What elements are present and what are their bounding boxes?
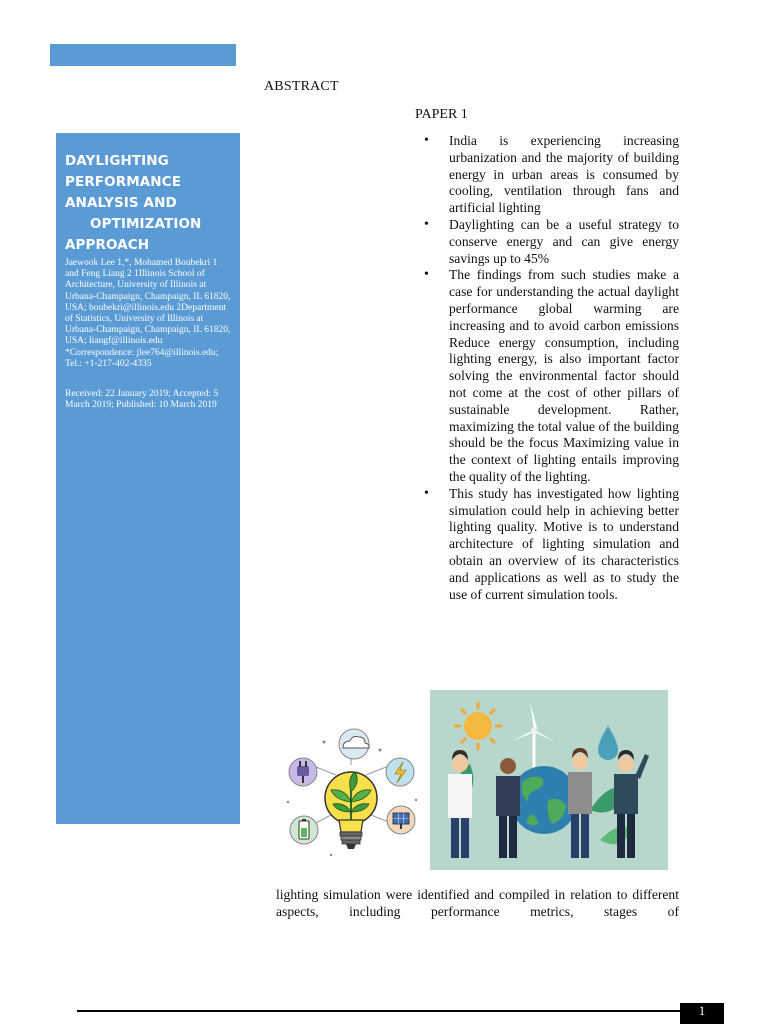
footer-rule [77, 1010, 680, 1012]
bullet-item: • This study has investigated how lighting simulation could help in achieving better lighting quality. Motive is to understand architecture of lighting simulation and obtain an overview of its characteristics and applications as well as to study the use of current simulation tools. [421, 486, 679, 604]
bullet-item: • India is experiencing increasing urbanization and the majority of building energy in urban areas is consumed by cooling, ventilation through fans and artificial lighting [421, 133, 679, 217]
title-line: ANALYSIS AND [65, 195, 177, 211]
bullet-item: • The findings from such studies make a case for understanding the actual daylight performance global warming are increasing and to avoid carbon emissions Reduce energy consumption, including lighting energy, is also important factor solving the environmental factor should not come at the cost of other pillars of sustainable development. Rather, maximizing the total value of the building should be the focus Maximizing value in the context of lighting entails improving the quality of the lighting. [421, 267, 679, 485]
title-line: APPROACH [65, 237, 150, 253]
title-line: OPTIMIZATION [90, 216, 202, 232]
green-energy-bulb-icon [276, 720, 426, 870]
paper-title [65, 151, 231, 256]
abstract-heading: ABSTRACT [264, 79, 339, 94]
people-earth-sustainability-illustration [430, 690, 668, 870]
title-line: PERFORMANCE [65, 174, 182, 190]
paper-info-sidebar [56, 133, 240, 824]
top-accent-bar [50, 44, 236, 66]
continuation-paragraph: lighting simulation were identified and compiled in relation to different aspects, including performance metrics, stages of [276, 887, 679, 919]
bullet-item: • Daylighting can be a useful strategy to conserve energy and can give energy savings up to 45% [421, 217, 679, 267]
page-number: 1 [680, 1003, 724, 1024]
paper-heading: PAPER 1 [415, 107, 468, 122]
author-affiliations: Jaewook Lee 1,*, Mohamed Boubekri 1 and Feng Liang 2 1Illinois School of Architecture, University of Illinois at Urbana-Champaign, Champaign, IL 61820, USA; boubekri@illinois.edu 2Department of Statistics, University of Illinois at Urbana-Champaign, Champaign, IL 61820, USA; liangf@illinois.edu *Correspondence: jlee764@illinois.edu; Tel.: +1-217-402-4335 [65, 258, 231, 369]
title-line: DAYLIGHTING [65, 153, 169, 169]
publication-dates: Received: 22 January 2019; Accepted: 5 March 2019; Published: 10 March 2019 [65, 389, 219, 411]
abstract-bullet-list [421, 133, 679, 603]
